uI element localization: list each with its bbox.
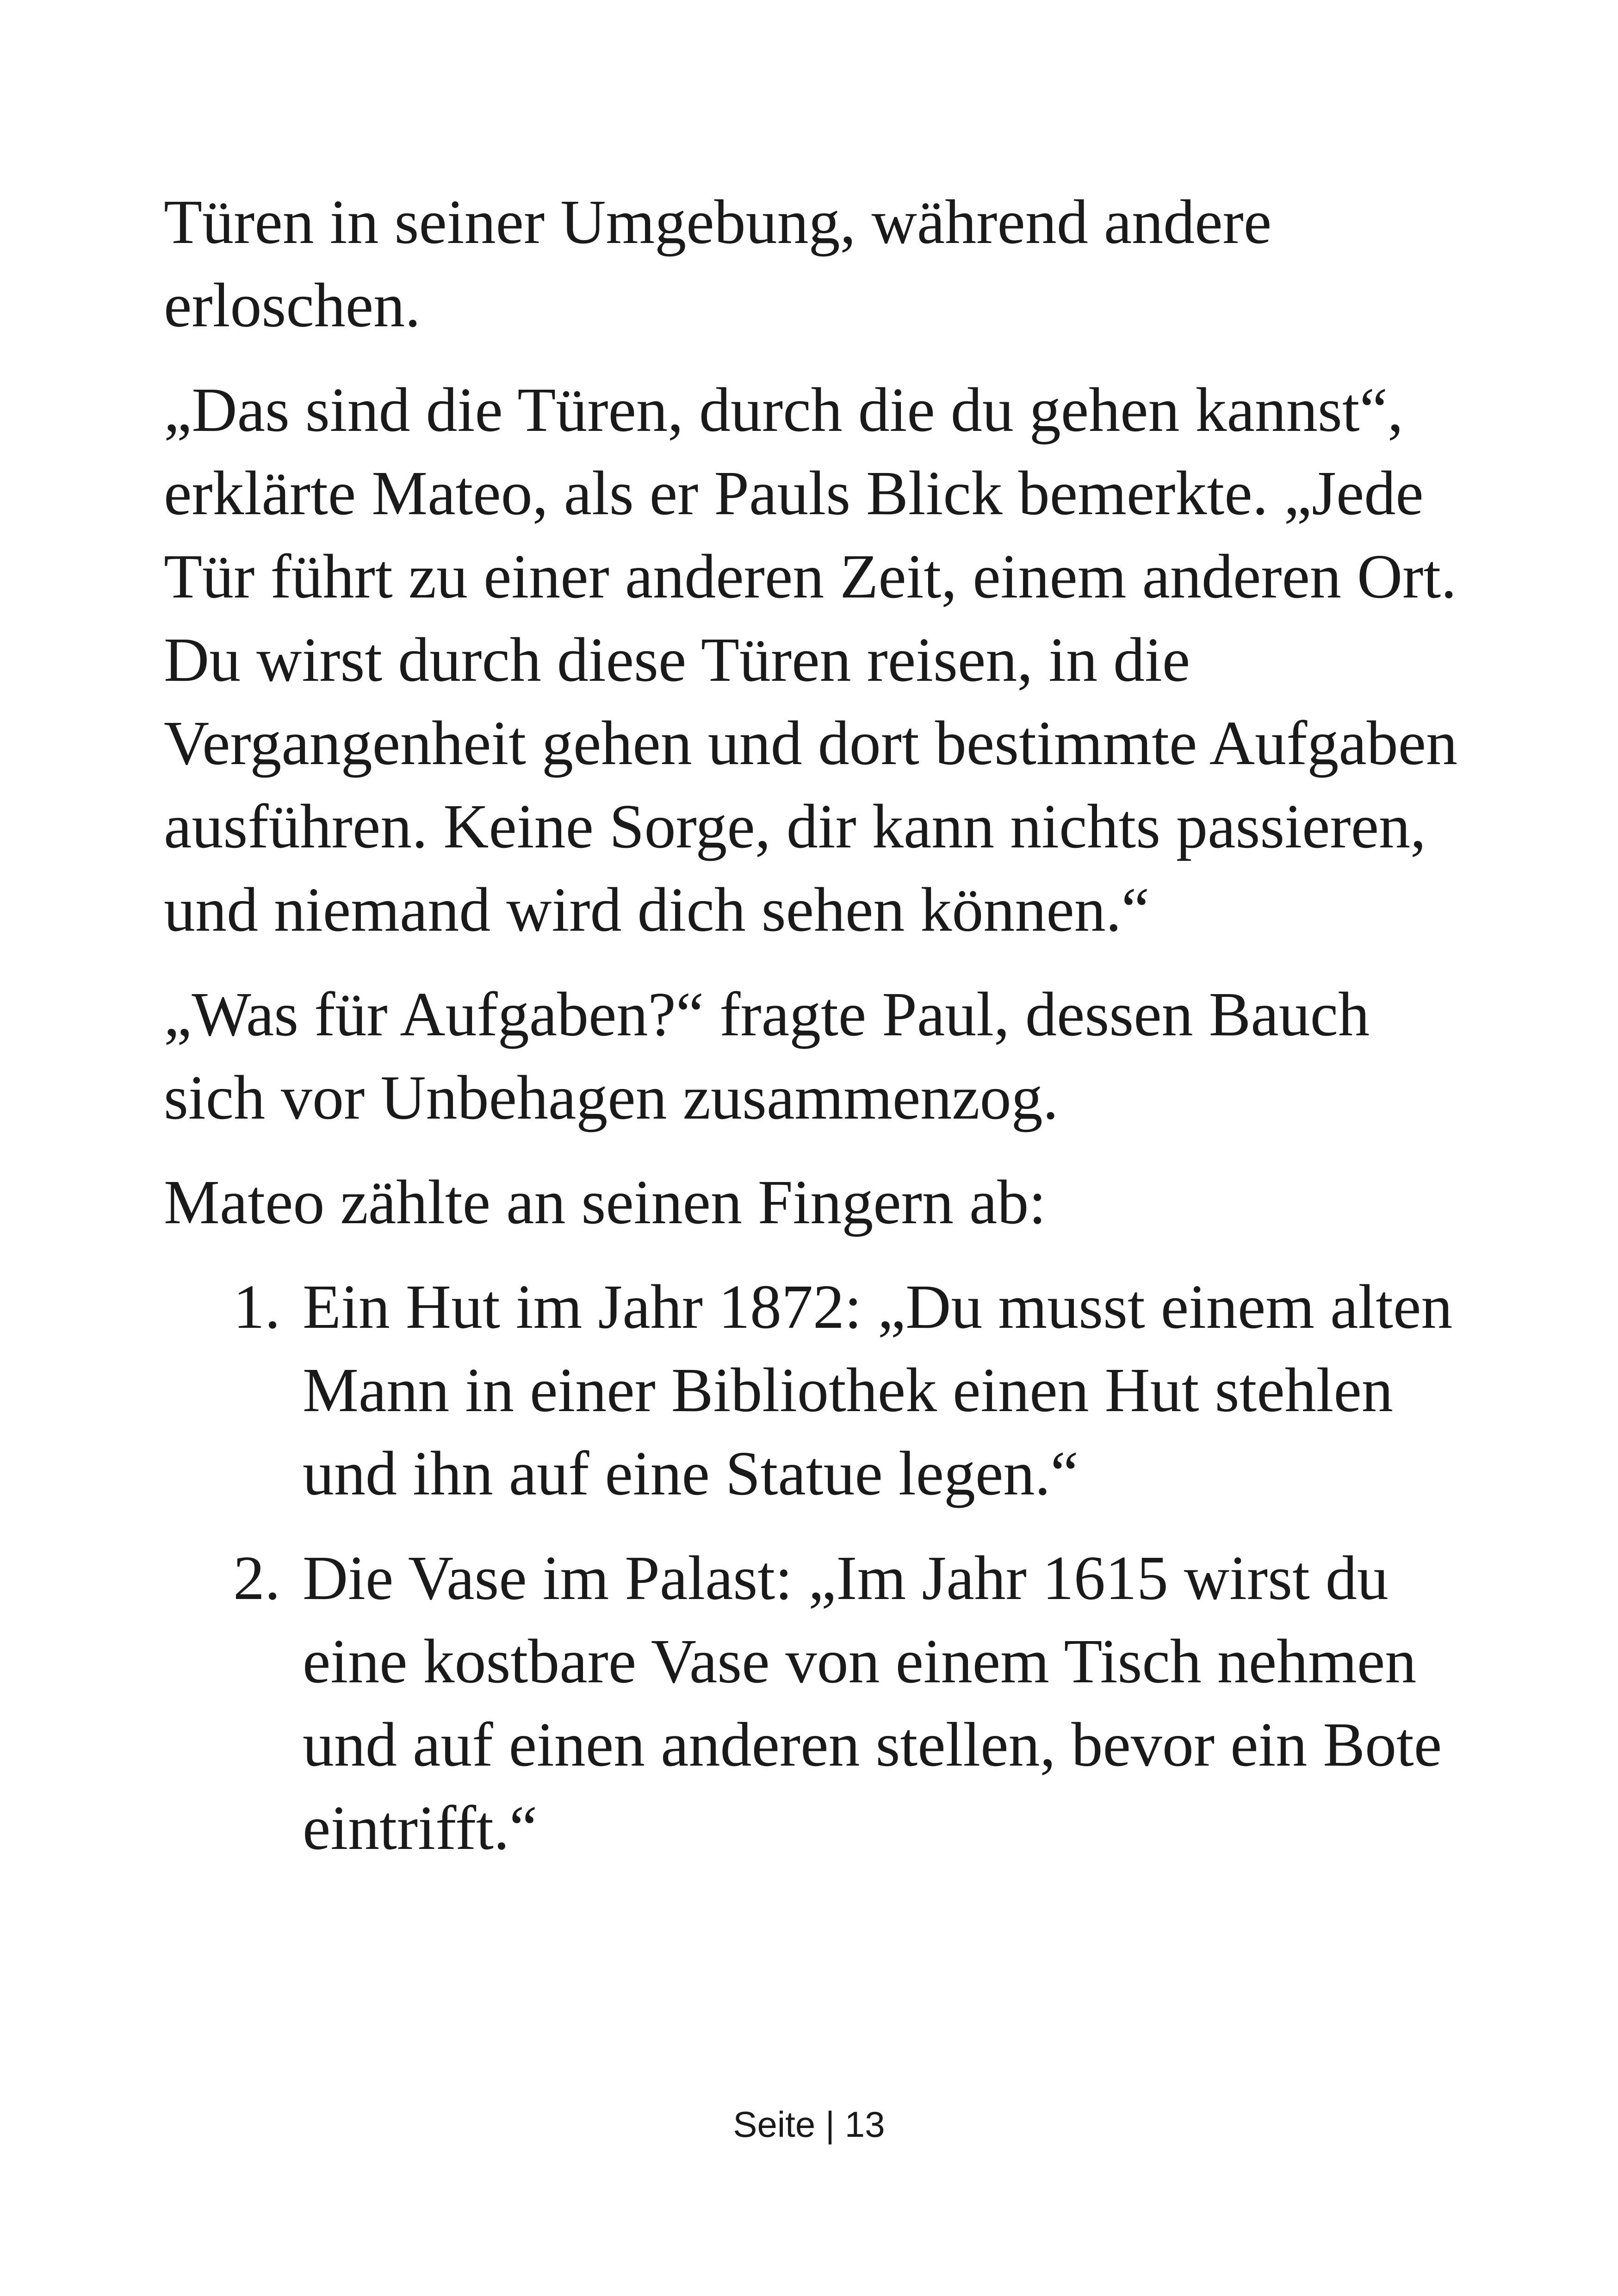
list-item <box>233 1537 1469 1870</box>
paragraph-continuation: Türen in seiner Umgebung, während andere erloschen. <box>164 187 1272 340</box>
paragraph-list-intro: Mateo zählte an seinen Fingern ab: <box>164 1168 1047 1237</box>
list-item-number: 1. <box>233 1272 280 1342</box>
task-list <box>164 1265 1469 1870</box>
list-item <box>233 1265 1469 1515</box>
paragraph-mateo-explains: „Das sind die Türen, durch die du gehen kannst“, erklärte Mateo, als er Pauls Blick bemerkte. „Jede Tür führt zu einer anderen Zeit, einem anderen Ort. Du wirst durch diese Türen reisen, in die Vergangenheit gehen und dort bestimmte Aufgaben ausführen. Keine Sorge, dir kann nichts passieren, und niemand wird dich sehen können.“ <box>164 375 1458 945</box>
list-item-number: 2. <box>233 1543 280 1613</box>
page-number-footer: Seite | 13 <box>733 2104 885 2145</box>
body-text <box>164 180 1469 1891</box>
paragraph-paul-asks: „Was für Aufgaben?“ fragte Paul, dessen Bauch sich vor Unbehagen zusammenzog. <box>164 980 1370 1132</box>
list-item-text: Ein Hut im Jahr 1872: „Du musst einem alten Mann in einer Bibliothek einen Hut stehlen und ihn auf eine Statue legen.“ <box>303 1272 1453 1508</box>
list-item-text: Die Vase im Palast: „Im Jahr 1615 wirst du eine kostbare Vase von einem Tisch nehmen und auf einen anderen stellen, bevor ein Bote eintrifft.“ <box>303 1543 1442 1863</box>
